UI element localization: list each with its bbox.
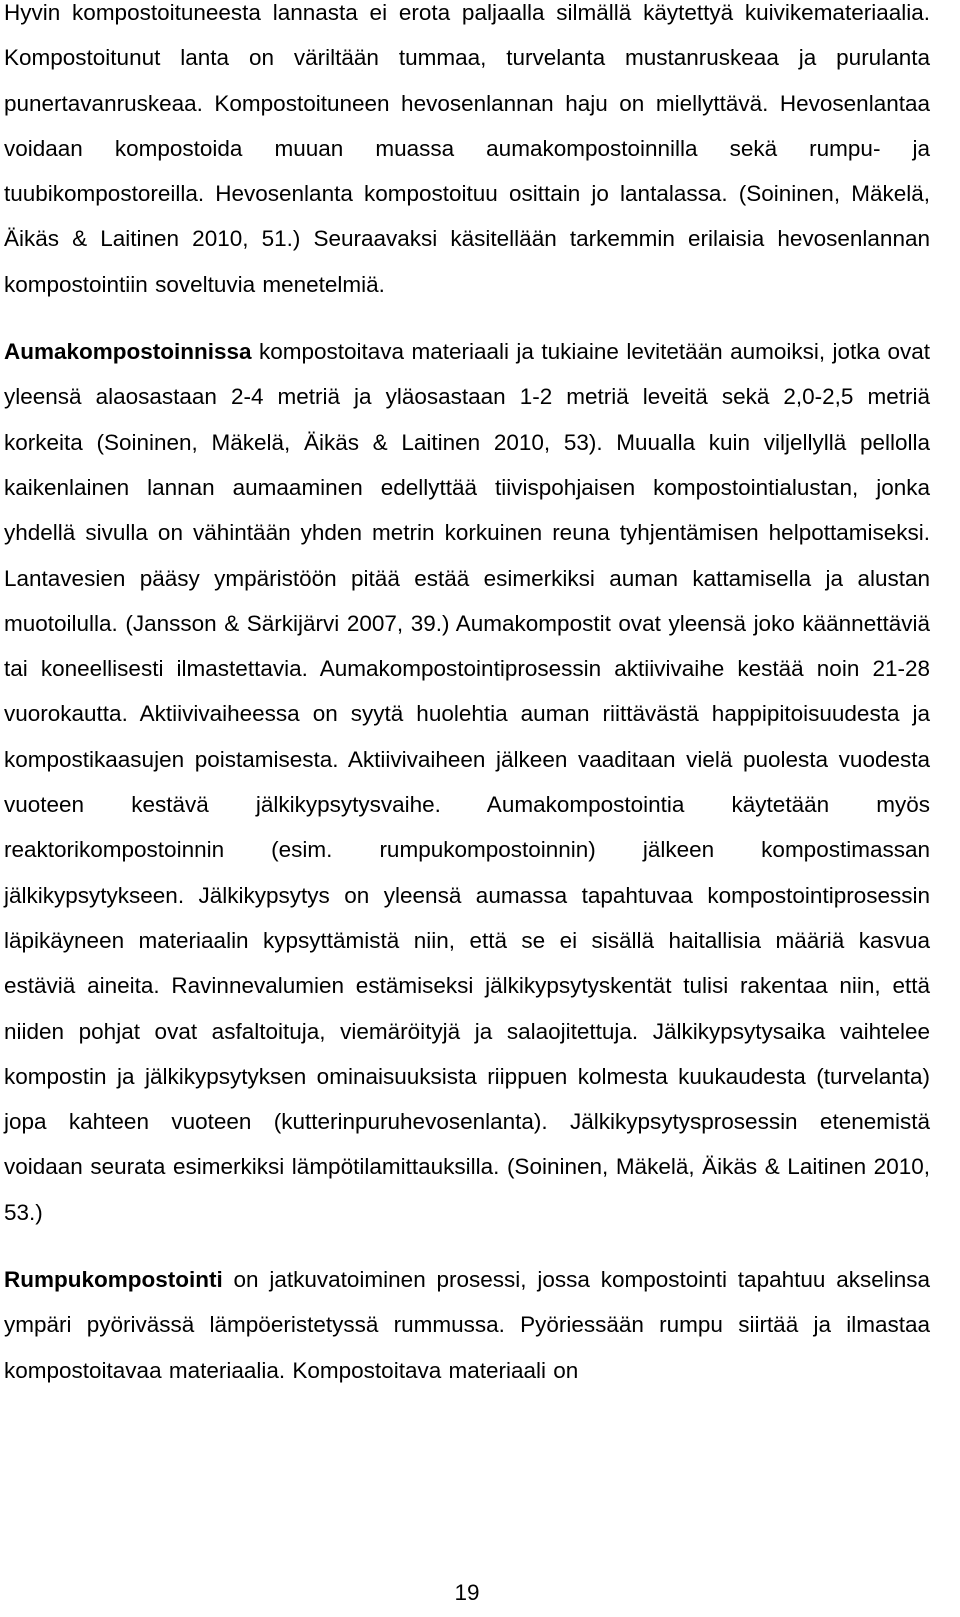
paragraph-rumpukompostointi [4, 1257, 930, 1393]
paragraph-aumakompostointi-text: kompostoitava materiaali ja tukiaine levitetään aumoiksi, jotka ovat yleensä alaosastaan 2-4 metriä ja yläosastaan 1-2 metriä leveitä sekä 2,0-2,5 metriä korkeita (Soininen, Mäkelä, Äikäs & Laitinen 2010, 53). Muualla kuin viljellyllä pellolla kaikenlainen lannan aumaaminen edellyttää tiivispohjaisen kompostointialustan, jonka yhdellä sivulla on vähintään yhden metrin korkuinen reuna tyhjentämisen helpottamiseksi. Lantavesien pääsy ympäristöön pitää estää esimerkiksi auman kattamisella ja alustan muotoilulla. (Jansson & Särkijärvi 2007, 39.) Aumakompostit ovat yleensä joko käännettäviä tai koneellisesti ilmastettavia. Aumakompostointiprosessin aktiivivaihe kestää noin 21-28 vuorokautta. Aktiivivaiheessa on syytä huolehtia auman riittävästä happipitoisuudesta ja kompostikaasujen poistamisesta. Aktiivivaiheen jälkeen vaaditaan vielä puolesta vuodesta vuoteen kestävä jälkikypsytysvaihe. Aumakompostointia käytetään myös reaktorikompostoinnin (esim. rumpukompostoinnin) jälkeen kompostimassan jälkikypsytykseen. Jälkikypsytys on yleensä aumassa tapahtuvaa kompostointiprosessin läpikäyneen materiaalin kypsyttämistä niin, että se ei sisällä haitallisia määriä kasvua estäviä aineita. Ravinnevalumien estämiseksi jälkikypsytyskentät tulisi rakentaa niin, että niiden pohjat ovat asfaltoituja, viemäröityjä ja salaojitettuja. Jälkikypsytysaika vaihtelee kompostin ja jälkikypsytyksen ominaisuuksista riippuen kolmesta kuukaudesta (turvelanta) jopa kahteen vuoteen (kutterinpuruhevosenlanta). Jälkikypsytysprosessin etenemistä voidaan seurata esimerkiksi lämpötilamittauksilla. (Soininen, Mäkelä, Äikäs & Laitinen 2010, 53.) [4, 339, 930, 1225]
page-number: 19 [454, 1580, 480, 1605]
paragraph-gap [4, 307, 930, 329]
paragraph-intro-text: Hyvin kompostoituneesta lannasta ei erota paljaalla silmällä käytettyä kuivikemateriaalia. Kompostoitunut lanta on väriltään tummaa, turvelanta mustanruskeaa ja purulanta punertavanruskeaa. Kompostoituneen hevosenlannan haju on miellyttävä. Hevosenlantaa voidaan kompostoida muuan muassa aumakompostoinnilla sekä rumpu- ja tuubikompostoreilla. Hevosenlanta kompostoituu osittain jo lantalassa. (Soininen, Mäkelä, Äikäs & Laitinen 2010, 51.) Seuraavaksi käsitellään tarkemmin erilaisia hevosenlannan kompostointiin soveltuvia menetelmiä. [4, 0, 930, 297]
term-rumpukompostointi: Rumpukompostointi [4, 1267, 223, 1293]
document-page [4, 0, 930, 1393]
paragraph-gap [4, 1235, 930, 1257]
paragraph-aumakompostointi [4, 329, 930, 1235]
term-aumakompostointi: Aumakompostoinnissa [4, 339, 252, 365]
paragraph-rumpukompostointi-text: on jatkuvatoiminen prosessi, jossa kompostointi tapahtuu akselinsa ympäri pyörivässä lämpöeristetyssä rummussa. Pyöriessään rumpu siirtää ja ilmastaa kompostoitavaa materiaalia. Kompostoitava materiaali on [4, 1267, 930, 1383]
paragraph-intro [4, 0, 930, 307]
